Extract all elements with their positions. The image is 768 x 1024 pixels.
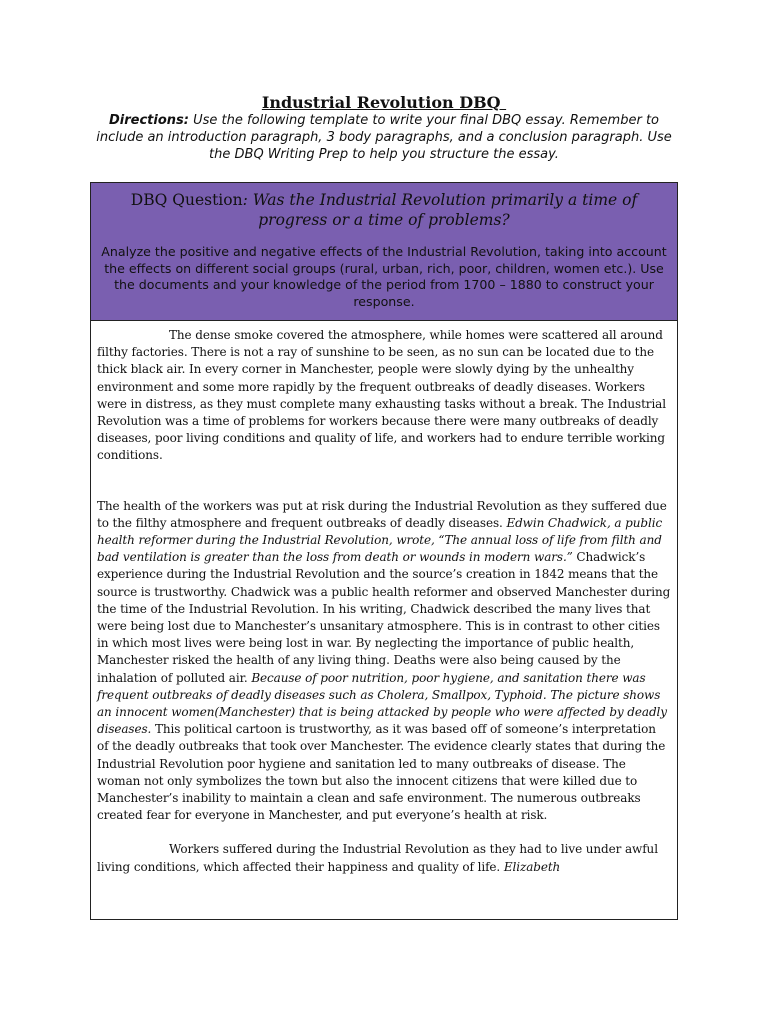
- dbq-question-label: DBQ Question: [130, 191, 243, 209]
- body1-quote-b: Because of poor nutrition, poor hygiene, and sanitation there was frequent outbreaks of deadly diseases such as Cholera, Smallpox, Typhoid. The picture shows an innocent women(Manchester) that is being attacked by people who were affected by deadly diseases.: [97, 670, 667, 737]
- intro-paragraph: The dense smoke covered the atmosphere, while homes were scattered all around filthy factories. There is not a ray of sunshine to be seen, as no sun can be located due to the thick black air. In every corner in Manchester, people were slowly dying by the unhealthy environment and some more rapidly by the frequent outbreaks of deadly diseases. Workers were in distress, as they must complete many exhausting tasks without a break. The Industrial Revolution was a time of problems for workers because there were many outbreaks of deadly diseases, poor living conditions and quality of life, and workers had to endure terrible working conditions.: [97, 328, 666, 463]
- body2-quote: Elizabeth: [503, 859, 561, 874]
- directions: [84, 112, 684, 163]
- essay-template-box: [90, 182, 678, 920]
- directions-text: Use the following template to write your final DBQ essay. Remember to include an introduction paragraph, 3 body paragraphs, and a conclusion paragraph. Use the DBQ Writing Prep to help you structure the essay.: [96, 113, 672, 162]
- directions-label: Directions:: [109, 113, 189, 128]
- body1-text-b: Chadwick’s experience during the Industrial Revolution and the source’s creation in 1842 means that the source is trustworthy. Chadwick was a public health reformer and observed Manchester during the time of the Industrial Revolution. In his writing, Chadwick described the many lives that were being lost due to Manchester’s unsanitary atmosphere. This is in contrast to other cities in which most lives were being lost in war. By neglecting the importance of public health, Manchester risked the health of any living thing. Deaths were also being caused by the inhalation of polluted air.: [97, 550, 671, 685]
- body2-text-a: Workers suffered during the Industrial Revolution as they had to live under awful living conditions, which affected their happiness and quality of life.: [97, 842, 658, 874]
- body-paragraph-1: [97, 498, 671, 825]
- dbq-question-instructions: Analyze the positive and negative effects of the Industrial Revolution, taking into account the effects on different social groups (rural, urban, rich, poor, children, women etc.). Use the documents and your knowledge of the period from 1700 – 1880 to construct your response.: [101, 244, 667, 309]
- paragraph-spacer: [97, 824, 671, 841]
- body-paragraph-2: [97, 841, 671, 875]
- body1-quote-a: Edwin Chadwick, a public health reformer during the Industrial Revolution, wrote, “The annual loss of life from filth and bad ventilation is greater than the loss from death or wounds in modern wars.”: [97, 515, 663, 565]
- dbq-question-text: : Was the Industrial Revolution primarily a time of progress or a time of problems?: [242, 191, 638, 229]
- title-text: Industrial Revolution DBQ: [261, 93, 507, 112]
- page-title: [0, 93, 768, 112]
- body1-text-c: This political cartoon is trustworthy, as it was based off of someone’s interpretation of the deadly outbreaks that took over Manchester. The evidence clearly states that during the Industrial Revolution poor hygiene and sanitation led to many outbreaks of disease. The woman not only symbolizes the town but also the innocent citizens that were killed due to Manchester’s inability to maintain a clean and safe environment. The numerous outbreaks created fear for everyone in Manchester, and put everyone’s health at risk.: [97, 722, 666, 823]
- paragraph-spacer: [97, 465, 671, 498]
- dbq-question-panel: [91, 183, 677, 321]
- dbq-question-title: [99, 190, 669, 230]
- essay-body: [91, 321, 677, 876]
- body1-text-a: The health of the workers was put at risk during the Industrial Revolution as they suffered due to the filthy atmosphere and frequent outbreaks of deadly diseases.: [97, 498, 667, 530]
